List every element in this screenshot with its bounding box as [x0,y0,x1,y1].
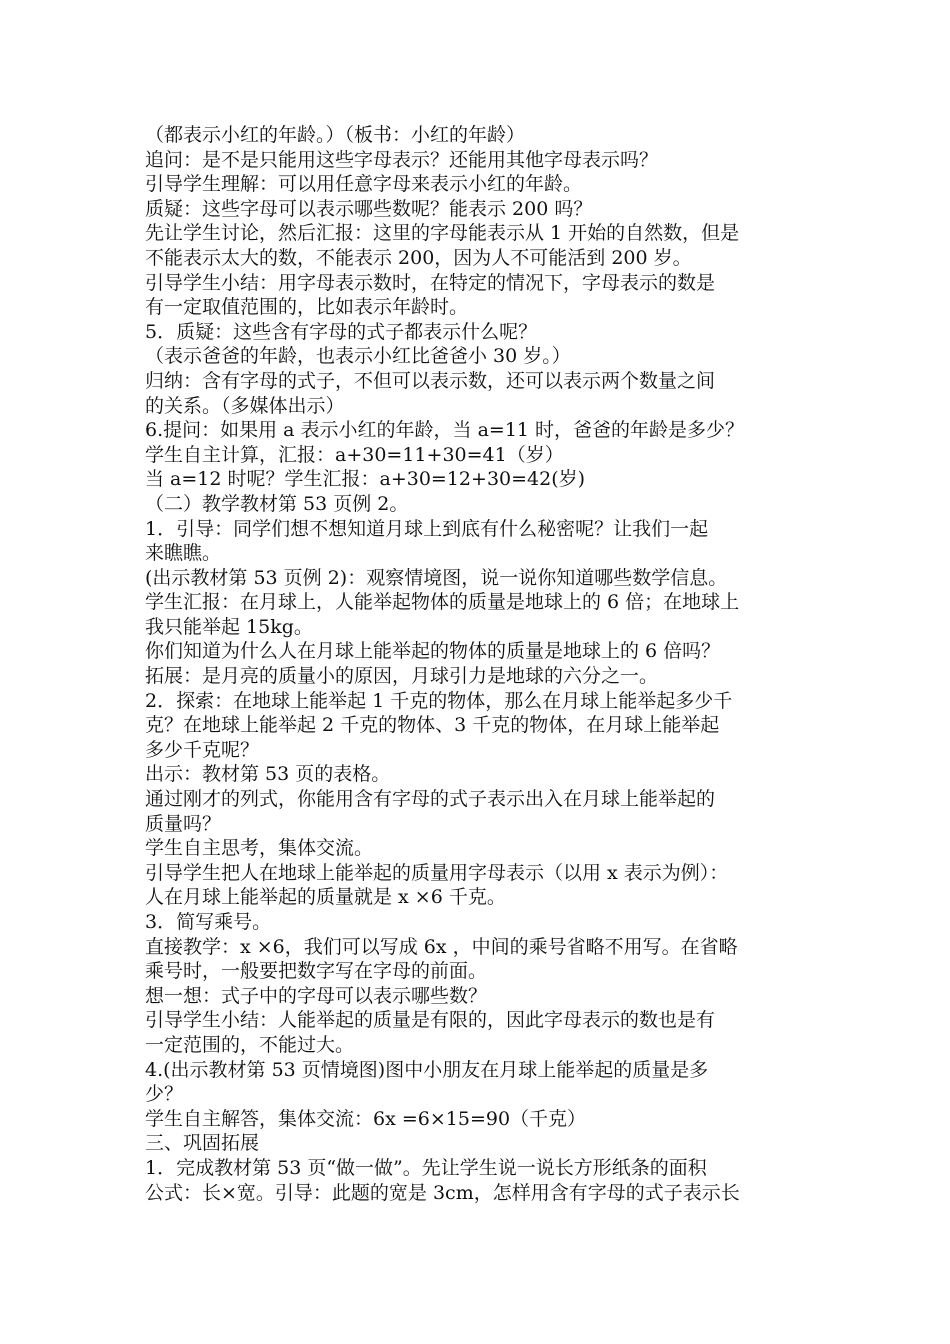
text-line: 有一定取值范围的，比如表示年龄时。 [145,296,469,319]
text-line: 质疑：这些字母可以表示哪些数呢？能表示 200 吗？ [145,197,593,220]
text-line: 引导学生理解：可以用任意字母来表示小红的年龄。 [145,173,583,196]
text-line: 通过刚才的列式，你能用含有字母的式子表示出入在月球上能举起的 [145,788,716,811]
text-line: (出示教材第 53 页例 2)：观察情境图，说一说你知道哪些数学信息。 [145,566,728,589]
text-line: 克？在地球上能举起 2 千克的物体、3 千克的物体，在月球上能举起 [145,714,720,737]
text-line: 1．引导：同学们想不想知道月球上到底有什么秘密呢？让我们一起 [145,517,709,540]
text-line: 学生自主解答，集体交流：6x =6×15=90（千克） [145,1107,587,1130]
text-line: 追问：是不是只能用这些字母表示？还能用其他字母表示吗？ [145,148,659,171]
text-line: 引导学生把人在地球上能举起的质量用字母表示（以用 x 表示为例）： [145,861,729,884]
text-line: 少？ [145,1083,184,1106]
text-line: 5．质疑：这些含有字母的式子都表示什么呢？ [145,320,538,343]
text-line: 当 a=12 时呢？学生汇报：a+30=12+30=42(岁) [145,468,586,491]
text-line: 来瞧瞧。 [145,542,222,565]
text-line: 公式：长×宽。引导：此题的宽是 3cm，怎样用含有字母的式子表示长 [145,1181,740,1204]
text-line: （都表示小红的年龄。）（板书：小红的年龄） [145,124,526,146]
text-line: （二）教学教材第 53 页例 2。 [145,492,409,515]
text-line: 引导学生小结：用字母表示数时，在特定的情况下，字母表示的数是 [145,271,716,294]
text-line: 引导学生小结：人能举起的质量是有限的，因此字母表示的数也是有 [145,1009,716,1032]
text-line: 不能表示太大的数，不能表示 200，因为人不可能活到 200 岁。 [145,246,692,269]
document-body [145,123,815,1205]
text-line: 的关系。（多媒体出示） [145,394,345,417]
text-line: 拓展：是月亮的质量小的原因，月球引力是地球的六分之一。 [145,665,659,688]
text-line: 6.提问：如果用 a 表示小红的年龄，当 a=11 时，爸爸的年龄是多少？ [145,419,745,442]
text-line: （表示爸爸的年龄，也表示小红比爸爸小 30 岁。） [145,345,571,368]
text-line: 出示：教材第 53 页的表格。 [145,763,391,786]
text-line: 我只能举起 15kg。 [145,615,313,638]
text-line: 4.(出示教材第 53 页情境图)图中小朋友在月球上能举起的质量是多 [145,1058,709,1081]
text-line: 学生汇报：在月球上，人能举起物体的质量是地球上的 6 倍；在地球上 [145,591,740,614]
text-line: 一定范围的，不能过大。 [145,1033,355,1056]
text-line: 你们知道为什么人在月球上能举起的物体的质量是地球上的 6 倍吗？ [145,640,721,663]
text-line: 想一想：式子中的字母可以表示哪些数？ [145,984,488,1007]
text-line: 直接教学：x ×6，我们可以写成 6x ，中间的乘号省略不用写。在省略 [145,935,738,958]
text-line: 归纳：含有字母的式子，不但可以表示数，还可以表示两个数量之间 [145,369,716,392]
text-line: 人在月球上能举起的质量就是 x ×6 千克。 [145,886,506,909]
text-line: 乘号时，一般要把数字写在字母的前面。 [145,960,488,983]
text-line: 学生自主思考，集体交流。 [145,837,374,860]
text-line: 学生自主计算，汇报：a+30=11+30=41（岁） [145,443,564,466]
text-line: 3．简写乘号。 [145,911,272,933]
text-line: 1．完成教材第 53 页“做一做”。先让学生说一说长方形纸条的面积 [145,1156,707,1179]
text-line: 先让学生讨论，然后汇报：这里的字母能表示从 1 开始的自然数，但是 [145,222,740,245]
text-line: 2．探索：在地球上能举起 1 千克的物体，那么在月球上能举起多少千 [145,689,733,712]
text-line: 三、巩固拓展 [145,1132,260,1155]
text-line: 多少千克呢？ [145,738,260,761]
text-line: 质量吗？ [145,812,222,835]
